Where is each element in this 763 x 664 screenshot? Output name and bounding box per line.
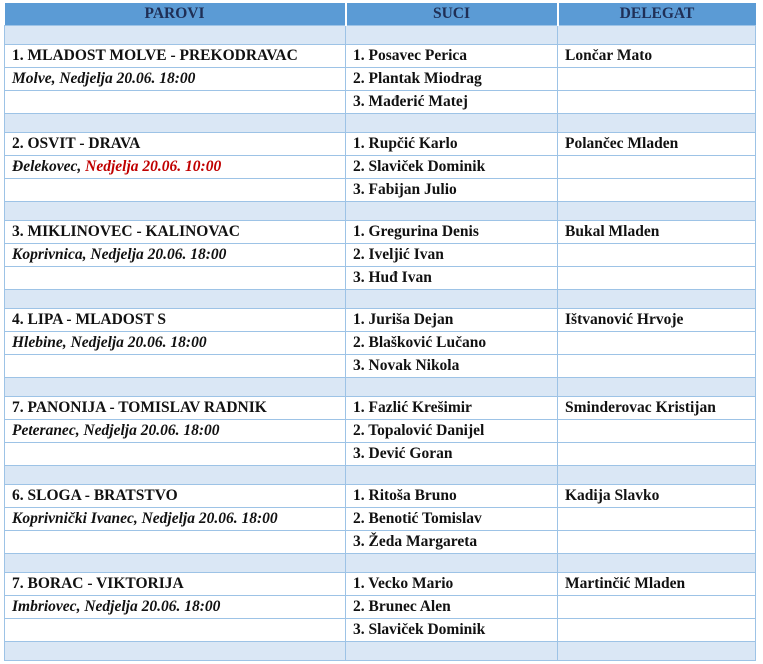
match-cell xyxy=(5,355,346,378)
spacer-row xyxy=(5,466,756,485)
match-row xyxy=(5,531,756,554)
match-row xyxy=(5,397,756,420)
judge-cell: 1. Ritoša Bruno xyxy=(346,485,558,508)
spacer-cell xyxy=(346,466,558,485)
match-time: Nedjelja 20.06. 18:00 xyxy=(59,70,196,87)
spacer-cell xyxy=(346,642,558,661)
spacer-cell xyxy=(346,26,558,45)
match-cell xyxy=(5,397,346,420)
delegate-cell xyxy=(558,420,756,443)
match-cell xyxy=(5,531,346,554)
referee-schedule-table xyxy=(4,3,756,661)
match-title: 6. SLOGA - BRATSTVO xyxy=(12,487,178,504)
judge-cell: 2. Brunec Alen xyxy=(346,596,558,619)
spacer-row xyxy=(5,290,756,309)
match-time: Nedjelja 20.06. 10:00 xyxy=(85,158,222,175)
match-row xyxy=(5,508,756,531)
delegate-cell xyxy=(558,267,756,290)
judge-cell: 3. Fabijan Julio xyxy=(346,179,558,202)
delegate-cell xyxy=(558,91,756,114)
match-row xyxy=(5,244,756,267)
judge-cell: 1. Fazlić Krešimir xyxy=(346,397,558,420)
header-suci: SUCI xyxy=(346,3,558,26)
delegate-cell xyxy=(558,619,756,642)
match-cell xyxy=(5,221,346,244)
match-row xyxy=(5,309,756,332)
header-row xyxy=(5,3,756,26)
spacer-row xyxy=(5,642,756,661)
match-title: 4. LIPA - MLADOST S xyxy=(12,311,167,328)
match-title: 7. BORAC - VIKTORIJA xyxy=(12,575,184,592)
match-cell xyxy=(5,133,346,156)
match-cell xyxy=(5,309,346,332)
match-row xyxy=(5,596,756,619)
judge-cell: 3. Slaviček Dominik xyxy=(346,619,558,642)
spacer-cell xyxy=(558,290,756,309)
match-cell xyxy=(5,619,346,642)
judge-cell: 1. Vecko Mario xyxy=(346,573,558,596)
match-row xyxy=(5,156,756,179)
delegate-cell xyxy=(558,156,756,179)
match-row xyxy=(5,133,756,156)
match-cell xyxy=(5,68,346,91)
match-title: 3. MIKLINOVEC - KALINOVAC xyxy=(12,223,240,240)
match-row xyxy=(5,267,756,290)
spacer-cell xyxy=(5,114,346,133)
spacer-cell xyxy=(346,290,558,309)
match-row xyxy=(5,332,756,355)
spacer-cell xyxy=(346,554,558,573)
spacer-row xyxy=(5,26,756,45)
judge-cell: 2. Plantak Miodrag xyxy=(346,68,558,91)
delegate-cell xyxy=(558,332,756,355)
delegate-cell xyxy=(558,531,756,554)
judge-cell: 1. Gregurina Denis xyxy=(346,221,558,244)
judge-cell: 3. Huđ Ivan xyxy=(346,267,558,290)
match-row xyxy=(5,355,756,378)
judge-cell: 3. Dević Goran xyxy=(346,443,558,466)
delegate-cell xyxy=(558,596,756,619)
spacer-cell xyxy=(558,466,756,485)
judge-cell: 1. Rupčić Karlo xyxy=(346,133,558,156)
match-row xyxy=(5,68,756,91)
match-place: Koprivnica, xyxy=(12,246,91,263)
match-time: Nedjelja 20.06. 18:00 xyxy=(141,510,278,527)
judge-cell: 1. Posavec Perica xyxy=(346,45,558,68)
spacer-cell xyxy=(558,26,756,45)
match-row xyxy=(5,573,756,596)
match-cell xyxy=(5,332,346,355)
spacer-cell xyxy=(5,202,346,221)
spacer-cell xyxy=(558,378,756,397)
delegate-cell xyxy=(558,244,756,267)
match-place: Đelekovec, xyxy=(12,158,86,175)
judge-cell: 3. Mađerić Matej xyxy=(346,91,558,114)
spacer-cell xyxy=(5,290,346,309)
judge-cell: 3. Novak Nikola xyxy=(346,355,558,378)
spacer-cell xyxy=(5,466,346,485)
judge-cell: 1. Juriša Dejan xyxy=(346,309,558,332)
spacer-cell xyxy=(5,642,346,661)
match-place: Molve, xyxy=(12,70,60,87)
match-row xyxy=(5,221,756,244)
spacer-row xyxy=(5,202,756,221)
delegate-cell: Ištvanović Hrvoje xyxy=(558,309,756,332)
spacer-cell xyxy=(346,378,558,397)
match-title: 7. PANONIJA - TOMISLAV RADNIK xyxy=(12,399,267,416)
match-time: Nedjelja 20.06. 18:00 xyxy=(90,246,227,263)
match-row xyxy=(5,45,756,68)
match-time: Nedjelja 20.06. 18:00 xyxy=(84,598,221,615)
match-cell xyxy=(5,485,346,508)
schedule-body xyxy=(5,26,756,661)
delegate-cell: Polančec Mladen xyxy=(558,133,756,156)
match-place: Koprivnički Ivanec, xyxy=(12,510,142,527)
judge-cell: 3. Žeda Margareta xyxy=(346,531,558,554)
judge-cell: 2. Benotić Tomislav xyxy=(346,508,558,531)
match-row xyxy=(5,179,756,202)
spacer-cell xyxy=(558,114,756,133)
match-cell xyxy=(5,573,346,596)
match-row xyxy=(5,485,756,508)
match-cell xyxy=(5,420,346,443)
match-place: Peteranec, xyxy=(12,422,84,439)
match-cell xyxy=(5,156,346,179)
spacer-cell xyxy=(346,114,558,133)
match-title: 2. OSVIT - DRAVA xyxy=(12,135,141,152)
spacer-row xyxy=(5,554,756,573)
spacer-cell xyxy=(346,202,558,221)
judge-cell: 2. Slaviček Dominik xyxy=(346,156,558,179)
judge-cell: 2. Iveljić Ivan xyxy=(346,244,558,267)
match-place: Hlebine, xyxy=(12,334,71,351)
delegate-cell xyxy=(558,179,756,202)
header-delegat: DELEGAT xyxy=(558,3,756,26)
judge-cell: 2. Topalović Danijel xyxy=(346,420,558,443)
match-cell xyxy=(5,267,346,290)
match-cell xyxy=(5,508,346,531)
spacer-cell xyxy=(558,642,756,661)
spacer-cell xyxy=(558,554,756,573)
match-cell xyxy=(5,45,346,68)
delegate-cell: Lončar Mato xyxy=(558,45,756,68)
delegate-cell xyxy=(558,355,756,378)
match-row xyxy=(5,443,756,466)
judge-cell: 2. Blašković Lučano xyxy=(346,332,558,355)
delegate-cell xyxy=(558,68,756,91)
delegate-cell xyxy=(558,443,756,466)
spacer-cell xyxy=(5,26,346,45)
match-cell xyxy=(5,443,346,466)
spacer-cell xyxy=(558,202,756,221)
match-cell xyxy=(5,244,346,267)
spacer-row xyxy=(5,114,756,133)
match-row xyxy=(5,91,756,114)
match-time: Nedjelja 20.06. 18:00 xyxy=(83,422,220,439)
spacer-cell xyxy=(5,554,346,573)
delegate-cell xyxy=(558,508,756,531)
match-title: 1. MLADOST MOLVE - PREKODRAVAC xyxy=(12,47,298,64)
delegate-cell: Kadija Slavko xyxy=(558,485,756,508)
match-place: Imbriovec, xyxy=(12,598,85,615)
match-cell xyxy=(5,596,346,619)
match-row xyxy=(5,619,756,642)
header-parovi: PAROVI xyxy=(5,3,346,26)
spacer-cell xyxy=(5,378,346,397)
match-row xyxy=(5,420,756,443)
delegate-cell: Sminderovac Kristijan xyxy=(558,397,756,420)
spacer-row xyxy=(5,378,756,397)
match-cell xyxy=(5,91,346,114)
match-time: Nedjelja 20.06. 18:00 xyxy=(70,334,207,351)
delegate-cell: Martinčić Mladen xyxy=(558,573,756,596)
match-cell xyxy=(5,179,346,202)
delegate-cell: Bukal Mladen xyxy=(558,221,756,244)
